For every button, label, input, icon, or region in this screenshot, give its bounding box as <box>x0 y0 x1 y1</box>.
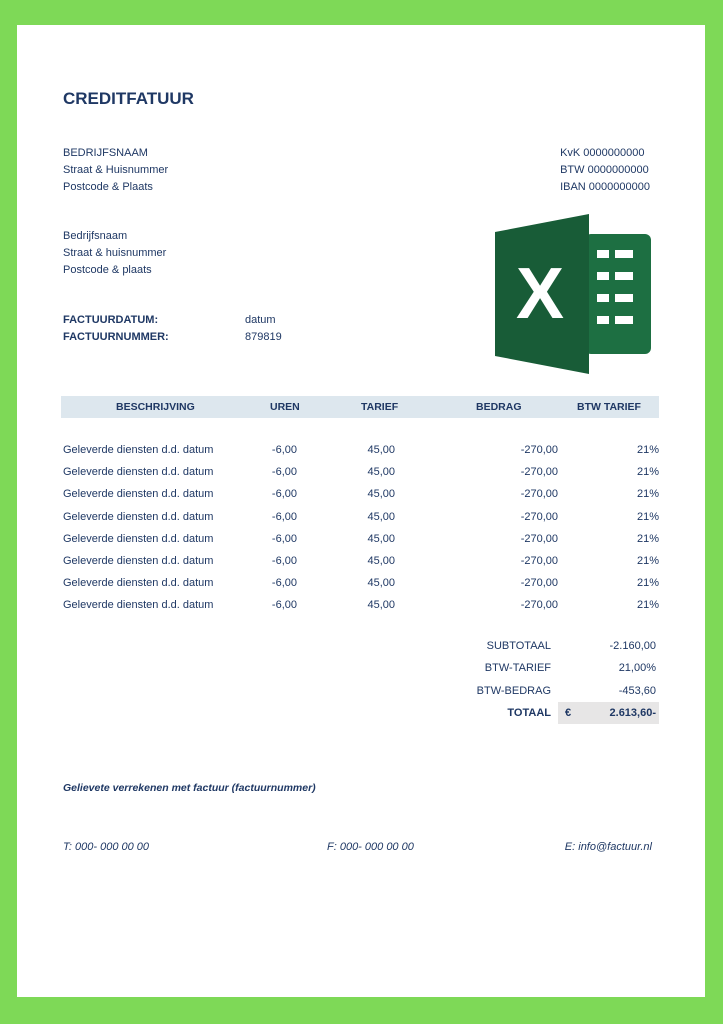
row-hours: -6,00 <box>271 599 297 612</box>
table-row <box>63 441 659 463</box>
row-vat-rate: 21% <box>636 444 659 456</box>
row-vat-rate: 21% <box>636 599 659 612</box>
recipient-name: Bedrijfsnaam <box>63 230 128 242</box>
vat-rate-value: 21,00% <box>618 662 656 675</box>
recipient-city: Postcode & plaats <box>63 264 152 276</box>
document-title: CREDITFATUUR <box>63 89 194 108</box>
sender-address <box>63 145 168 196</box>
excel-logo-letter: X <box>515 254 565 334</box>
row-rate: 45,00 <box>367 466 395 479</box>
table-row <box>63 530 659 552</box>
row-vat-rate: 21% <box>636 554 659 567</box>
row-hours: -6,00 <box>271 488 297 501</box>
subtotal-label: SUBTOTAAL <box>486 640 551 652</box>
currency-symbol: € <box>565 706 572 719</box>
invoice-number-value: 879819 <box>245 331 282 343</box>
row-hours: -6,00 <box>271 577 297 590</box>
table-row <box>63 508 659 530</box>
vat-rate-row <box>437 657 659 679</box>
row-hours: -6,00 <box>271 532 297 545</box>
row-amount: -270,00 <box>520 577 558 590</box>
invoice-meta-labels <box>63 312 169 346</box>
iban-number: IBAN 0000000000 <box>560 181 650 193</box>
row-vat-rate: 21% <box>636 532 659 545</box>
header-uren: UREN <box>270 401 300 413</box>
total-row <box>437 702 659 724</box>
payment-note: Gelievete verrekenen met factuur (factuurnummer) <box>63 782 316 794</box>
excel-logo-icon <box>493 214 655 374</box>
sender-name: BEDRIJFSNAAM <box>63 147 148 159</box>
row-amount: -270,00 <box>520 488 558 501</box>
footer-phone: T: 000- 000 00 00 <box>63 841 150 853</box>
kvk-number: KvK 0000000000 <box>560 147 645 159</box>
row-amount: -270,00 <box>520 444 558 456</box>
row-rate: 45,00 <box>367 554 395 567</box>
table-header <box>61 396 659 418</box>
row-hours: -6,00 <box>271 554 297 567</box>
row-amount: -270,00 <box>520 599 558 612</box>
row-description: Geleverde diensten d.d. datum <box>63 510 214 523</box>
row-hours: -6,00 <box>271 510 297 523</box>
recipient-address <box>63 228 166 279</box>
row-description: Geleverde diensten d.d. datum <box>63 599 214 612</box>
table-row <box>63 574 659 596</box>
table-row <box>63 463 659 485</box>
row-rate: 45,00 <box>367 599 395 612</box>
table-row <box>63 485 659 507</box>
header-tarief: TARIEF <box>361 401 399 413</box>
row-rate: 45,00 <box>367 510 395 523</box>
row-description: Geleverde diensten d.d. datum <box>63 466 214 479</box>
total-value: 2.613,60- <box>609 706 656 719</box>
vat-amount-label: BTW-BEDRAG <box>476 684 551 697</box>
row-description: Geleverde diensten d.d. datum <box>63 444 214 456</box>
row-amount: -270,00 <box>520 532 558 545</box>
table-row <box>63 552 659 574</box>
row-vat-rate: 21% <box>636 510 659 523</box>
invoice-number-label: FACTUURNUMMER: <box>63 331 169 343</box>
row-description: Geleverde diensten d.d. datum <box>63 532 214 545</box>
table-row <box>63 596 659 618</box>
row-vat-rate: 21% <box>636 488 659 501</box>
row-vat-rate: 21% <box>636 577 659 590</box>
btw-number: BTW 0000000000 <box>560 164 649 176</box>
row-vat-rate: 21% <box>636 466 659 479</box>
row-rate: 45,00 <box>367 444 395 456</box>
registration-info <box>560 145 650 196</box>
row-amount: -270,00 <box>520 554 558 567</box>
recipient-street: Straat & huisnummer <box>63 247 167 259</box>
invoice-lines <box>63 441 659 619</box>
row-amount: -270,00 <box>520 510 558 523</box>
row-description: Geleverde diensten d.d. datum <box>63 488 214 501</box>
vat-rate-label: BTW-TARIEF <box>484 662 551 675</box>
row-description: Geleverde diensten d.d. datum <box>63 577 214 590</box>
row-hours: -6,00 <box>271 466 297 479</box>
row-rate: 45,00 <box>367 488 395 501</box>
footer-fax: F: 000- 000 00 00 <box>327 841 414 853</box>
row-description: Geleverde diensten d.d. datum <box>63 554 214 567</box>
vat-amount-row <box>437 680 659 702</box>
header-beschrijving: BESCHRIJVING <box>116 401 195 413</box>
invoice-date-value: datum <box>245 314 276 326</box>
row-hours: -6,00 <box>271 444 297 456</box>
invoice-date-label: FACTUURDATUM: <box>63 314 159 326</box>
row-rate: 45,00 <box>367 532 395 545</box>
total-label: TOTAAL <box>507 706 551 719</box>
subtotal-row <box>437 635 659 657</box>
row-amount: -270,00 <box>520 466 558 479</box>
sender-street: Straat & Huisnummer <box>63 164 169 176</box>
vat-amount-value: -453,60 <box>618 684 656 697</box>
invoice-meta-values <box>245 312 282 346</box>
sender-city: Postcode & Plaats <box>63 181 153 193</box>
header-bedrag: BEDRAG <box>476 401 522 413</box>
invoice-page <box>17 25 705 997</box>
footer-email: E: info@factuur.nl <box>564 841 652 853</box>
subtotal-value: -2.160,00 <box>609 640 656 652</box>
totals-block <box>437 635 659 724</box>
row-rate: 45,00 <box>367 577 395 590</box>
header-btw-tarief: BTW TARIEF <box>577 401 641 413</box>
